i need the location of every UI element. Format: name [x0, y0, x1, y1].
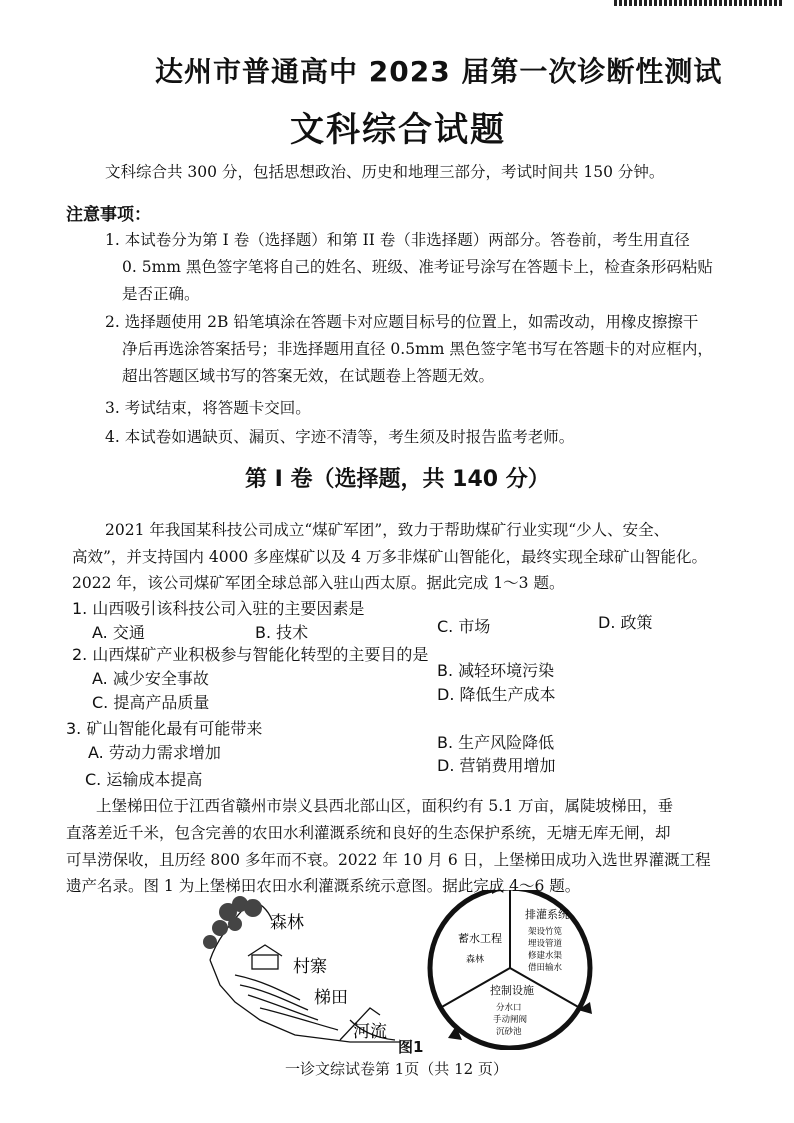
figure-1 — [190, 890, 620, 1050]
exam-title: 达州市普通高中 2023 届第一次诊断性测试 — [155, 55, 723, 88]
section-title: 第 I 卷（选择题，共 140 分） — [245, 467, 550, 492]
notice-line: 1. 本试卷分为第 I 卷（选择题）和第 II 卷（非选择题）两部分。答卷前，考生用直径 — [105, 231, 690, 249]
page-footer: 一诊文综试卷第 1页（共 12 页） — [285, 1060, 508, 1078]
option-a: A. 交通 — [92, 623, 145, 642]
drainage-item: 架设竹笕 — [528, 927, 563, 937]
control-item: 分水口 — [496, 1003, 522, 1013]
intro-text: 文科综合共 300 分，包括思想政治、历史和地理三部分，考试时间共 150 分钟。 — [105, 163, 665, 181]
passage1-line: 2022 年，该公司煤矿军团全球总部入驻山西太原。据此完成 1～3 题。 — [72, 574, 565, 592]
notice-line: 3. 考试结束，将答题卡交回。 — [105, 399, 311, 417]
passage1-line: 高效”，并支持国内 4000 多座煤矿以及 4 万多非煤矿山智能化，最终实现全球矿山智能化。 — [72, 548, 707, 566]
notice-heading: 注意事项： — [66, 205, 151, 225]
option-b: B. 生产风险降低 — [437, 733, 555, 752]
option-d: D. 营销费用增加 — [437, 756, 556, 775]
figure-caption: 图1 — [398, 1038, 424, 1056]
control-item: 手动闸阀 — [493, 1015, 528, 1025]
notice-line: 2. 选择题使用 2B 铅笔填涂在答题卡对应题目标号的位置上，如需改动，用橡皮擦擦干 — [105, 313, 699, 331]
option-d: D. 政策 — [598, 613, 653, 632]
option-b: B. 技术 — [255, 623, 309, 642]
passage2-line: 遗产名录。图 1 为上堡梯田农田水利灌溉系统示意图。据此完成 4～6 题。 — [66, 877, 581, 895]
option-b: B. 减轻环境污染 — [437, 661, 555, 680]
option-a: A. 劳动力需求增加 — [88, 743, 221, 762]
drainage-item: 修建水渠 — [528, 951, 563, 961]
question-stem: 1. 山西吸引该科技公司入驻的主要因素是 — [72, 599, 365, 618]
option-c: C. 运输成本提高 — [85, 770, 203, 789]
control-item: 沉砂池 — [496, 1027, 522, 1037]
notice-line: 超出答题区域书写的答案无效，在试题卷上答题无效。 — [122, 367, 495, 385]
drainage-item: 埋设管道 — [528, 939, 563, 949]
water-project-sub: 森林 — [466, 955, 485, 965]
question-stem: 3. 矿山智能化最有可能带来 — [66, 719, 263, 738]
option-c: C. 提高产品质量 — [92, 693, 210, 712]
passage1-line: 2021 年我国某科技公司成立“煤矿军团”，致力于帮助煤矿行业实现“少人、安全、 — [105, 521, 670, 539]
label-river: 河流 — [353, 1022, 387, 1042]
passage2-line: 可旱涝保收，且历经 800 多年而不衰。2022 年 10 月 6 日，上堡梯田成功入选世界灌溉工程 — [66, 851, 711, 869]
drainage-item: 借田输水 — [528, 963, 563, 973]
notice-line: 净后再选涂答案括号；非选择题用直径 0.5mm 黑色签字笔书写在答题卡的对应框内， — [122, 340, 713, 358]
label-forest: 森林 — [270, 913, 304, 933]
question-stem: 2. 山西煤矿产业积极参与智能化转型的主要目的是 — [72, 645, 429, 664]
option-d: D. 降低生产成本 — [437, 685, 556, 704]
top-edge-mark — [614, 0, 784, 6]
label-terrace: 梯田 — [314, 988, 348, 1008]
notice-line: 4. 本试卷如遇缺页、漏页、字迹不清等，考生须及时报告监考老师。 — [105, 428, 575, 446]
drainage-label: 排灌系统 — [525, 908, 569, 921]
passage2-line: 直落差近千米，包含完善的农田水利灌溉系统和良好的生态保护系统，无塘无库无闸，却 — [66, 824, 671, 842]
option-c: C. 市场 — [437, 617, 491, 636]
water-project-label: 蓄水工程 — [458, 932, 502, 945]
notice-line: 是否正确。 — [122, 285, 200, 303]
control-label: 控制设施 — [490, 984, 534, 997]
notice-line: 0. 5mm 黑色签字笔将自己的姓名、班级、准考证号涂写在答题卡上，检查条形码粘贴 — [122, 258, 713, 276]
exam-subtitle: 文科综合试题 — [290, 110, 506, 150]
option-a: A. 减少安全事故 — [92, 669, 209, 688]
passage2-line: 上堡梯田位于江西省赣州市崇义县西北部山区，面积约有 5.1 万亩，属陡坡梯田，垂 — [96, 797, 674, 815]
label-village: 村寨 — [293, 957, 327, 977]
